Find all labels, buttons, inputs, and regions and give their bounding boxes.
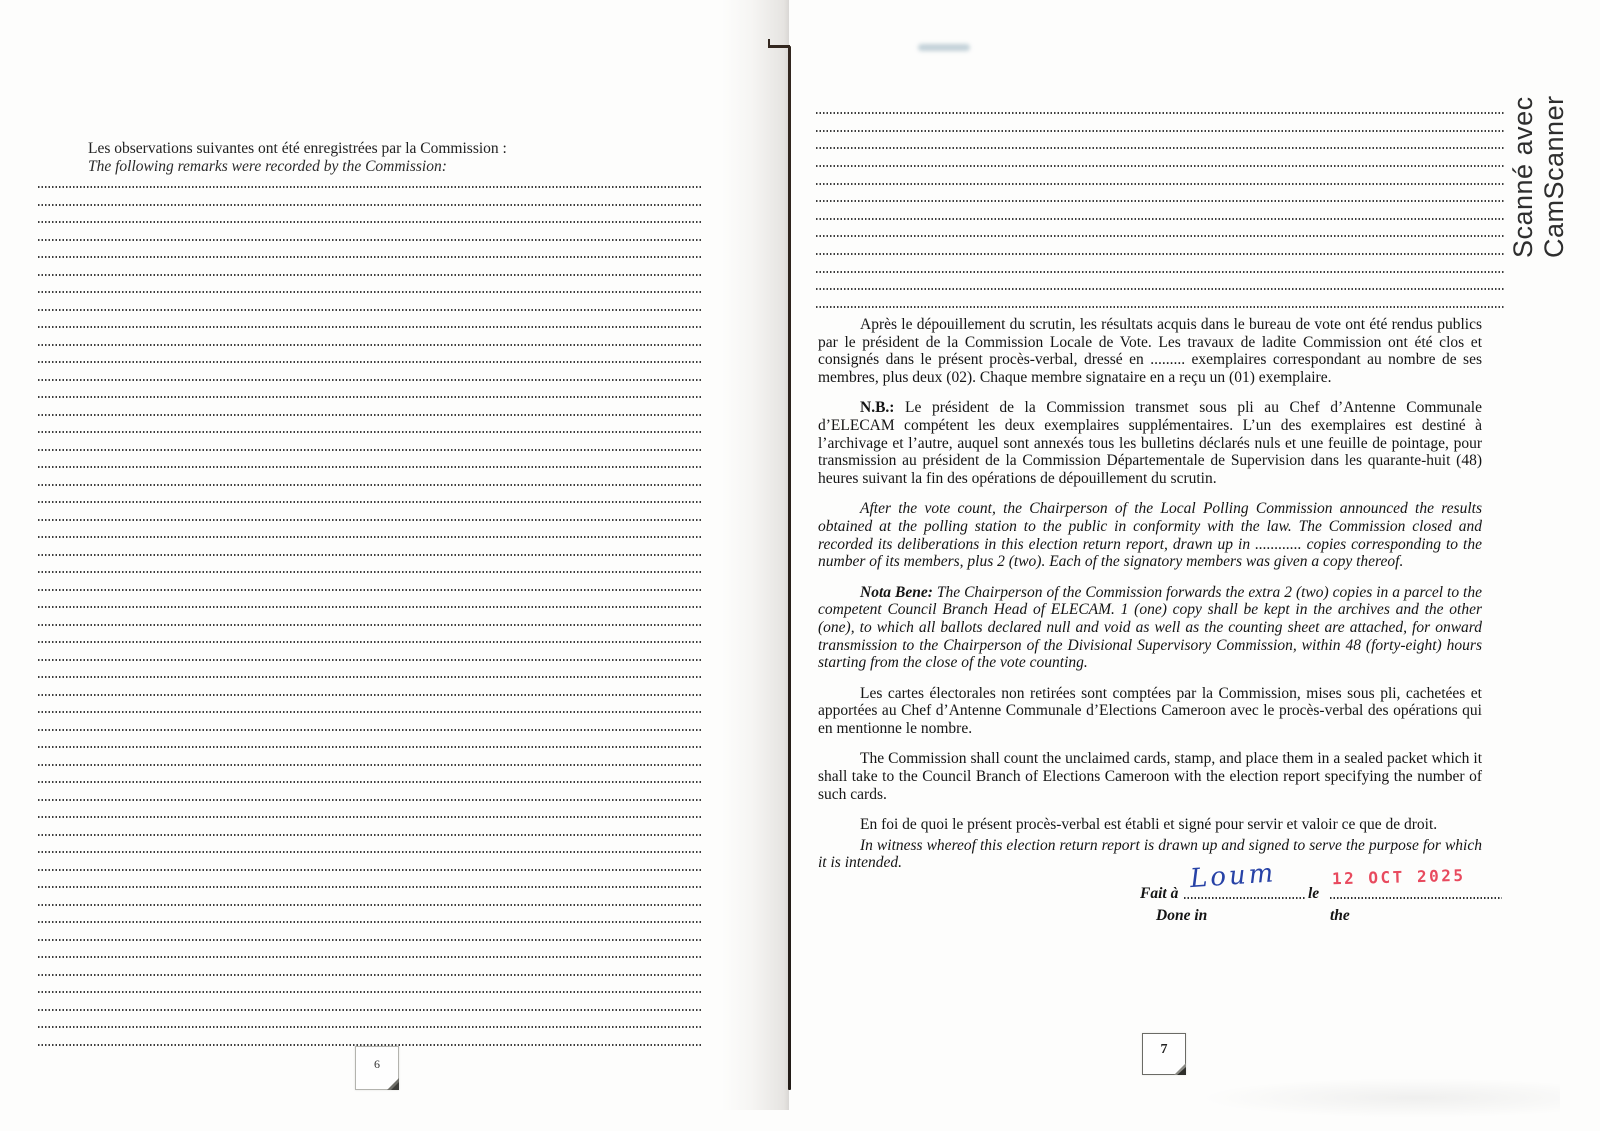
dotted-blank-line (38, 974, 702, 976)
dotted-blank-line (816, 218, 1504, 220)
dotted-blank-line (816, 147, 1504, 149)
dotted-blank-line (38, 484, 702, 486)
dotted-blank-line (816, 165, 1504, 167)
dog-ear-fold-icon (386, 1077, 399, 1090)
dotted-blank-line (38, 816, 702, 818)
dotted-blank-line (38, 606, 702, 608)
dotted-blank-line (816, 271, 1504, 273)
dotted-blank-line (38, 1009, 702, 1011)
top-blank-lines (816, 112, 1504, 308)
paragraph-4: Nota Bene: The Chairperson of the Commission forwards the extra 2 (two) copies in a parcel to the competent Council Branch Head of ELECAM. 1 (one) copy shall be kept in the archives and the other (one), to which all ballots declared null and void as well as the counting sheet are attached, for onward transmission to the Chairperson of the Divisional Supervisory Commission, within 48 (forty-eight) hours starting from the close of the vote counting. (818, 583, 1482, 672)
dotted-blank-line (38, 449, 702, 451)
dotted-blank-line (38, 869, 702, 871)
dotted-blank-line (816, 253, 1504, 255)
dotted-blank-line (38, 1026, 702, 1028)
dotted-blank-line (38, 239, 702, 241)
dotted-blank-line (38, 536, 702, 538)
dotted-blank-line (38, 431, 702, 433)
dotted-blank-line (816, 183, 1504, 185)
dotted-blank-line (38, 361, 702, 363)
dotted-blank-line (38, 554, 702, 556)
dotted-blank-line (38, 274, 702, 276)
place-dotted-line (1184, 897, 1306, 899)
paragraph-lead: N.B.: (860, 399, 895, 417)
dotted-blank-line (38, 799, 702, 801)
dotted-blank-line (38, 519, 702, 521)
dotted-blank-line (816, 235, 1504, 237)
dotted-blank-line (38, 991, 702, 993)
paragraph-8: In witness whereof this election return report is drawn up and signed to serve the purpose for which it is intended. (818, 836, 1482, 872)
dotted-blank-line (38, 834, 702, 836)
dotted-blank-line (38, 344, 702, 346)
dotted-blank-line (816, 306, 1504, 308)
paragraph-5: Les cartes électorales non retirées sont comptées par la Commission, mises sous pli, cachetées et apportées au Chef d’Antenne Communale d’Elections Cameroon avec le procès-verbal des opérations qui en mentionne le nombre. (818, 684, 1482, 737)
remarks-blank-lines (38, 186, 702, 1046)
dotted-blank-line (38, 396, 702, 398)
dotted-blank-line (38, 256, 702, 258)
dotted-blank-line (38, 851, 702, 853)
page-number-tab-7 (1142, 1033, 1186, 1075)
fait-a-label: Fait à (1140, 885, 1179, 903)
remarks-heading-en: The following remarks were recorded by the Commission: (88, 158, 447, 175)
dotted-blank-line (38, 711, 702, 713)
dog-ear-fold-icon (1172, 1061, 1186, 1075)
dotted-blank-line (38, 729, 702, 731)
spine-tick-mark (768, 45, 790, 48)
dotted-blank-line (38, 309, 702, 311)
paragraph-1: Après le dépouillement du scrutin, les résultats acquis dans le bureau de vote ont été rendus publics par le président de la Commission Locale de Vote. Les travaux de ladite Commission ont été clos et consignés dans le présent procès-verbal, dressé en ......... exemplaires correspondant au nombre de ses membres, plus deux (02). Chaque membre signataire en a reçu un (01) exemplaire. (818, 316, 1482, 386)
dotted-blank-line (38, 379, 702, 381)
body-text (818, 316, 1482, 939)
left-page (30, 0, 740, 1131)
dotted-blank-line (816, 112, 1504, 114)
dotted-blank-line (38, 414, 702, 416)
dotted-blank-line (816, 288, 1504, 290)
remarks-heading (88, 140, 507, 176)
dotted-blank-line (816, 200, 1504, 202)
dotted-blank-line (38, 676, 702, 678)
date-stamp: 12 OCT 2025 (1331, 865, 1466, 889)
paragraph-6: The Commission shall count the unclaimed cards, stamp, and place them in a sealed packet which it shall take to the Council Branch of Elections Cameroon with the election report specifying the number of such cards. (818, 750, 1482, 803)
dotted-blank-line (38, 781, 702, 783)
the-label: the (1330, 907, 1350, 925)
page-number: 7 (1160, 1042, 1168, 1057)
dotted-blank-line (38, 641, 702, 643)
dotted-blank-line (38, 466, 702, 468)
page-number-tab-6 (355, 1046, 399, 1090)
paragraph-3: After the vote count, the Chairperson of the Local Polling Commission announced the results obtained at the polling station to the public in conformity with the law. The Commission closed and recorded its deliberations in this election return report, drawn up in ............ copies corresponding to the number of its members, plus 2 (two). Each of the signatory members was given a copy thereof. (818, 500, 1482, 571)
dotted-blank-line (38, 764, 702, 766)
dotted-blank-line (38, 326, 702, 328)
dotted-blank-line (38, 886, 702, 888)
signature-block (818, 858, 1482, 939)
le-label: le (1308, 885, 1320, 903)
dotted-blank-line (38, 659, 702, 661)
dotted-blank-line (38, 624, 702, 626)
dotted-blank-line (38, 956, 702, 958)
right-page (790, 0, 1512, 1131)
remarks-heading-fr: Les observations suivantes ont été enregistrées par la Commission : (88, 140, 507, 157)
dotted-blank-line (816, 130, 1504, 132)
paragraph-7: En foi de quoi le présent procès-verbal est établi et signé pour servir et valoir ce que de droit. (860, 816, 1438, 834)
dotted-blank-line (38, 186, 702, 188)
dotted-blank-line (38, 939, 702, 941)
dotted-blank-line (38, 291, 702, 293)
page-number: 6 (374, 1056, 380, 1071)
date-dotted-line (1330, 897, 1502, 899)
handwritten-place: Loum (1189, 858, 1278, 895)
dotted-blank-line (38, 501, 702, 503)
dotted-blank-line (38, 921, 702, 923)
done-in-label: Done in (1156, 907, 1208, 925)
dotted-blank-line (38, 589, 702, 591)
camscanner-watermark: Scanné avec CamScanner (1508, 95, 1569, 259)
paragraph-lead: Nota Bene: (860, 583, 933, 601)
dotted-blank-line (38, 904, 702, 906)
dotted-blank-line (38, 694, 702, 696)
dotted-blank-line (38, 746, 702, 748)
dotted-blank-line (38, 204, 702, 206)
dotted-blank-line (38, 221, 702, 223)
dotted-blank-line (38, 571, 702, 573)
paragraph-2: N.B.: Le président de la Commission transmet sous pli au Chef d’Antenne Communale d’ELECAM compétent les deux exemplaires supplémentaires. L’un des exemplaires est destiné à l’archivage et l’autre, auquel sont annexés tous les bulletins déclarés nuls et une feuille de pointage, pour transmission au président de la Commission Départementale de Supervision dans les quarante-huit (48) heures suivant la fin des opérations de dépouillement du scrutin. (818, 399, 1482, 487)
